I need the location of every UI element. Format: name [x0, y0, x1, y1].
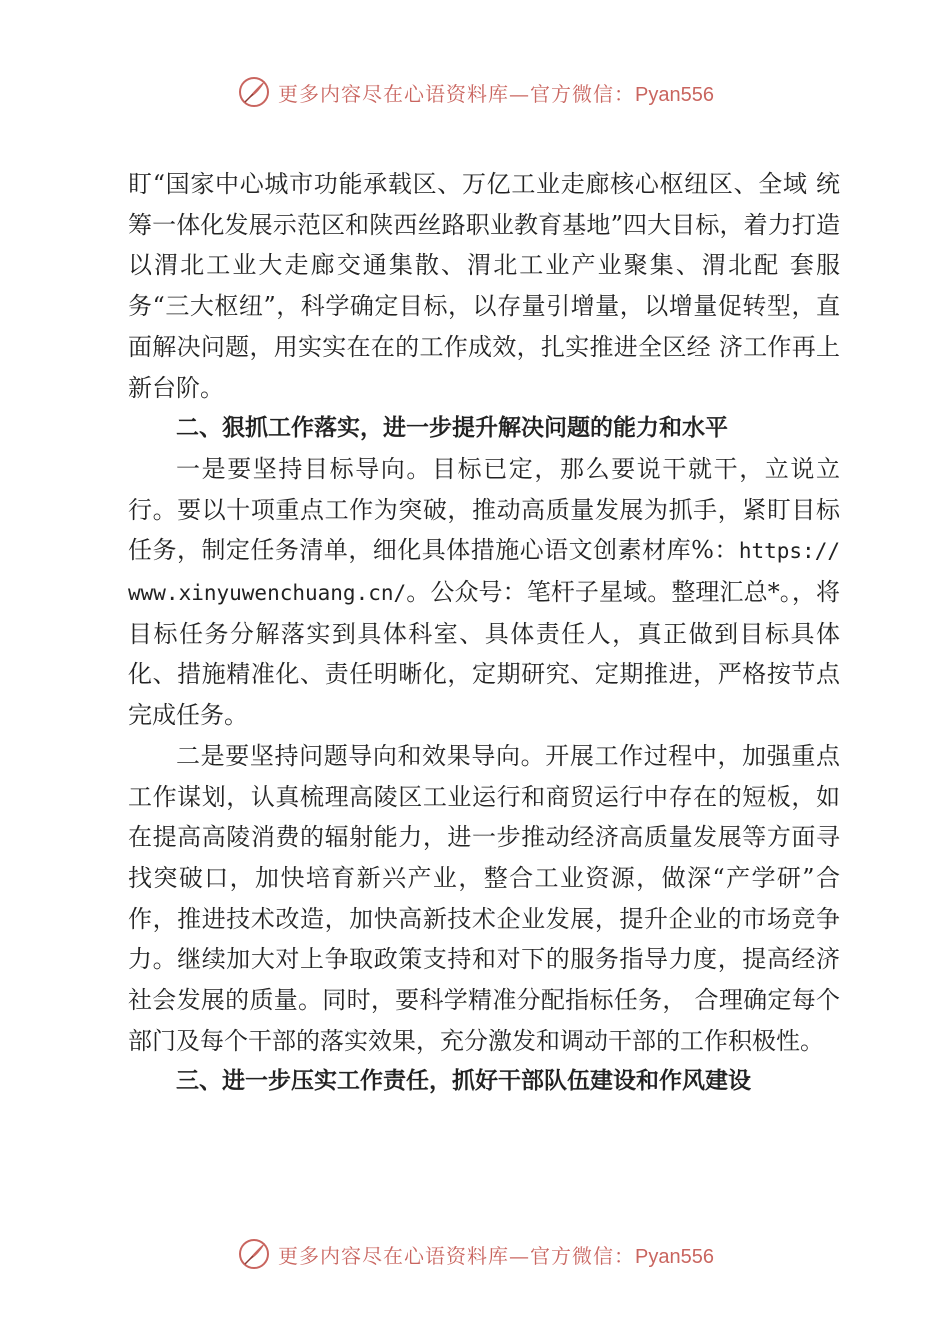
paragraph-2: 一是要坚持目标导向。目标已定，那么要说干就干，立说立行。要以十项重点工作为突破，推动高质量发展为抓手，紧盯目标任务，制定任务清单，细化具体措施心语文创素材库%：https://www.xinyuwenchuang.cn/。公众号：笔杆子星域。整理汇总*。，将目标任务分解落实到具体科室、具体责任人，真正做到目标具体化、措施精准化、责任明晰化，定期研究、定期推进，严格按节点完成任务。: [128, 454, 840, 730]
source-url: https://www.xinyuwenchuang.cn/: [128, 539, 840, 606]
section-heading-3: 三、进一步压实工作责任，抓好干部队伍建设和作风建设: [176, 1068, 751, 1095]
banner-text: 更多内容尽在心语资料库—官方微信：Pyan556: [278, 1243, 714, 1268]
feather-quill-icon: [236, 1236, 272, 1272]
header-banner: [0, 70, 950, 114]
paragraph-1: 盯“国家中心城市功能承载区、万亿工业走廊核心枢纽区、全域 统筹一体化发展示范区和陕西丝路职业教育基地”四大目标，着力打造以渭北工业大走廊交通集散、渭北工业产业聚集、渭北配 套服务“三大枢纽”，科学确定目标，以存量引增量，以增量促转型，直面解决问题，用实实在在的工作成效，扎实推进全区经 济工作再上新台阶。: [128, 170, 840, 402]
wechat-id: Pyan556: [635, 83, 714, 106]
document-body: [128, 164, 840, 1102]
paragraph-3: 二是要坚持问题导向和效果导向。开展工作过程中，加强重点工作谋划，认真梳理高陵区工业运行和商贸运行中存在的短板，如在提高高陵消费的辐射能力，进一步推动经济高质量发展等方面寻找突破口，加快培育新兴产业，整合工业资源，做深“产学研”合作，推进技术改造，加快高新技术企业发展，提升企业的市场竞争力。继续加大对上争取政策支持和对下的服务指导力度，提高经济社会发展的质量。同时，要科学精准分配指标任务， 合理确定每个部门及每个干部的落实效果，充分激发和调动干部的工作积极性。: [128, 741, 840, 1055]
feather-quill-icon: [236, 74, 272, 110]
footer-banner: [0, 1232, 950, 1276]
wechat-id: Pyan556: [635, 1245, 714, 1268]
section-heading-2: 二、狠抓工作落实，进一步提升解决问题的能力和水平: [176, 415, 728, 442]
banner-text: 更多内容尽在心语资料库—官方微信：Pyan556: [278, 81, 714, 106]
